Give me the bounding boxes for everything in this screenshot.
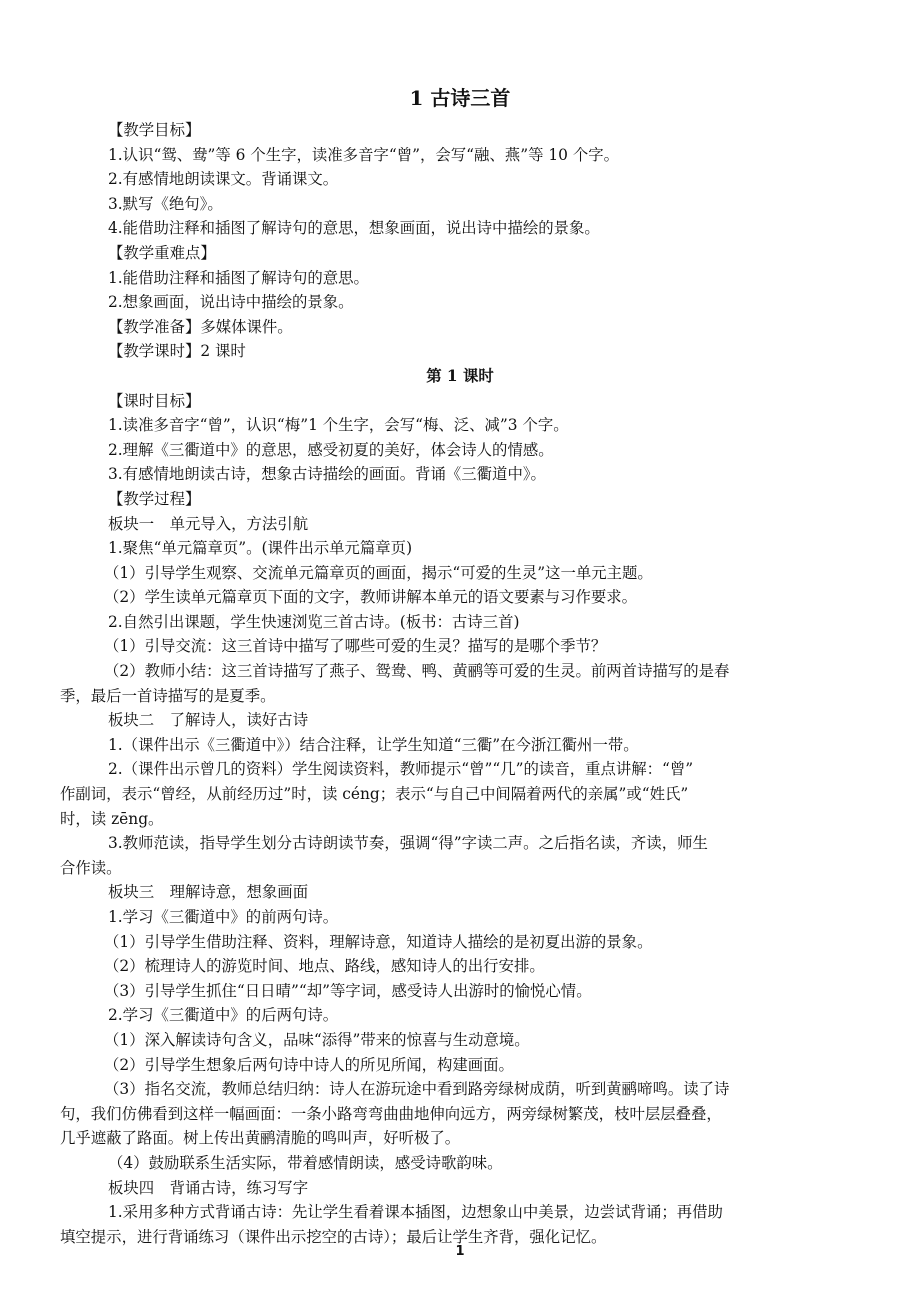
text-line: 季，最后一首诗描写的是夏季。 <box>60 686 276 705</box>
text-line: （2）梳理诗人的游览时间、地点、路线，感知诗人的出行安排。 <box>104 957 545 976</box>
text-line: 几乎遮蔽了路面。树上传出黄鹂清脆的鸣叫声，好听极了。 <box>60 1129 461 1148</box>
text-line: 2.想象画面，说出诗中描绘的景象。 <box>108 293 354 312</box>
text-line: 句，我们仿佛看到这样一幅画面：一条小路弯弯曲曲地伸向远方，两旁绿树繁茂，枝叶层层叠叠， <box>60 1104 722 1123</box>
page-number: 1 <box>455 1244 465 1259</box>
text-line: 1.认识“鸳、鸯”等 6 个生字，读准多音字“曾”，会写“融、燕”等 10 个字。 <box>108 145 619 164</box>
text-line: （2）教师小结：这三首诗描写了燕子、鸳鸯、鸭、黄鹂等可爱的生灵。前两首诗描写的是春 <box>104 662 730 681</box>
text-line: 板块二 了解诗人，读好古诗 <box>108 711 309 730</box>
text-line: 填空提示，进行背诵练习（课件出示挖空的古诗）；最后让学生齐背，强化记忆。 <box>60 1227 607 1246</box>
text-line: （3）引导学生抓住“日日晴”“却”等字词，感受诗人出游时的愉悦心情。 <box>104 981 592 1000</box>
text-line: 2.有感情地朗读课文。背诵课文。 <box>108 170 339 189</box>
text-line: （2）学生读单元篇章页下面的文字，教师讲解本单元的语文要素与习作要求。 <box>104 588 638 607</box>
text-line: （4）鼓励联系生活实际，带着感情朗读，感受诗歌韵味。 <box>108 1153 503 1172</box>
text-line: 【教学重难点】 <box>108 243 216 262</box>
text-line: 1.能借助注释和插图了解诗句的意思。 <box>108 268 369 287</box>
text-line: 2.理解《三衢道中》的意思，感受初夏的美好，体会诗人的情感。 <box>108 440 554 459</box>
text-line: （1）深入解读诗句含义，品味“添得”带来的惊喜与生动意境。 <box>104 1030 530 1049</box>
document-title: 1 古诗三首 <box>409 86 511 110</box>
text-line: 【教学准备】多媒体课件。 <box>108 317 293 336</box>
text-line: 板块一 单元导入，方法引航 <box>108 514 309 533</box>
text-line: 4.能借助注释和插图了解诗句的意思，想象画面，说出诗中描绘的景象。 <box>108 219 600 238</box>
text-line: 【课时目标】 <box>108 391 201 410</box>
document-body <box>60 118 860 1249</box>
text-line: 3.教师范读，指导学生划分古诗朗读节奏，强调“得”字读二声。之后指名读，齐读，师生 <box>108 834 708 853</box>
text-line: 2.自然引出课题，学生快速浏览三首古诗。(板书：古诗三首) <box>108 612 520 631</box>
text-line: 1.聚焦“单元篇章页”。(课件出示单元篇章页) <box>108 539 413 558</box>
text-line: 3.默写《绝句》。 <box>108 194 223 213</box>
text-line: 作副词，表示“曾经，从前经历过”时，读 céng；表示“与自己中间隔着两代的亲属”或“姓氏” <box>60 785 689 804</box>
text-line: 2.（课件出示曾几的资料）学生阅读资料，教师提示“曾”“几”的读音，重点讲解：“曾” <box>108 760 694 779</box>
text-line: 时，读 zēng。 <box>60 809 164 828</box>
text-line: （1）引导交流：这三首诗中描写了哪些可爱的生灵？描写的是哪个季节？ <box>104 637 607 656</box>
text-line: 3.有感情地朗读古诗，想象古诗描绘的画面。背诵《三衢道中》。 <box>108 465 546 484</box>
text-line: 1.采用多种方式背诵古诗：先让学生看着课本插图，边想象山中美景，边尝试背诵；再借助 <box>108 1203 723 1222</box>
text-line: 板块三 理解诗意，想象画面 <box>108 883 309 902</box>
section-heading: 第 1 课时 <box>426 366 494 385</box>
text-line: 2.学习《三衢道中》的后两句诗。 <box>108 1006 339 1025</box>
text-line: 1.（课件出示《三衢道中》）结合注释，让学生知道“三衢”在今浙江衢州一带。 <box>108 735 639 754</box>
text-line: 板块四 背诵古诗，练习写字 <box>108 1178 309 1197</box>
text-line: （1）引导学生借助注释、资料，理解诗意，知道诗人描绘的是初夏出游的景象。 <box>104 932 653 951</box>
text-line: 1.读准多音字“曾”，认识“梅”1 个生字，会写“梅、泛、减”3 个字。 <box>108 416 569 435</box>
text-line: 【教学过程】 <box>108 489 201 508</box>
text-line: 【教学课时】2 课时 <box>108 342 246 361</box>
text-line: 1.学习《三衢道中》的前两句诗。 <box>108 908 339 926</box>
text-line: 合作读。 <box>60 858 122 877</box>
text-line: 【教学目标】 <box>108 121 201 139</box>
text-line: （1）引导学生观察、交流单元篇章页的画面，揭示“可爱的生灵”这一单元主题。 <box>104 563 653 582</box>
text-line: （3）指名交流，教师总结归纳：诗人在游玩途中看到路旁绿树成荫，听到黄鹂啼鸣。读了诗 <box>104 1080 730 1099</box>
text-line: （2）引导学生想象后两句诗中诗人的所见所闻，构建画面。 <box>104 1055 514 1074</box>
